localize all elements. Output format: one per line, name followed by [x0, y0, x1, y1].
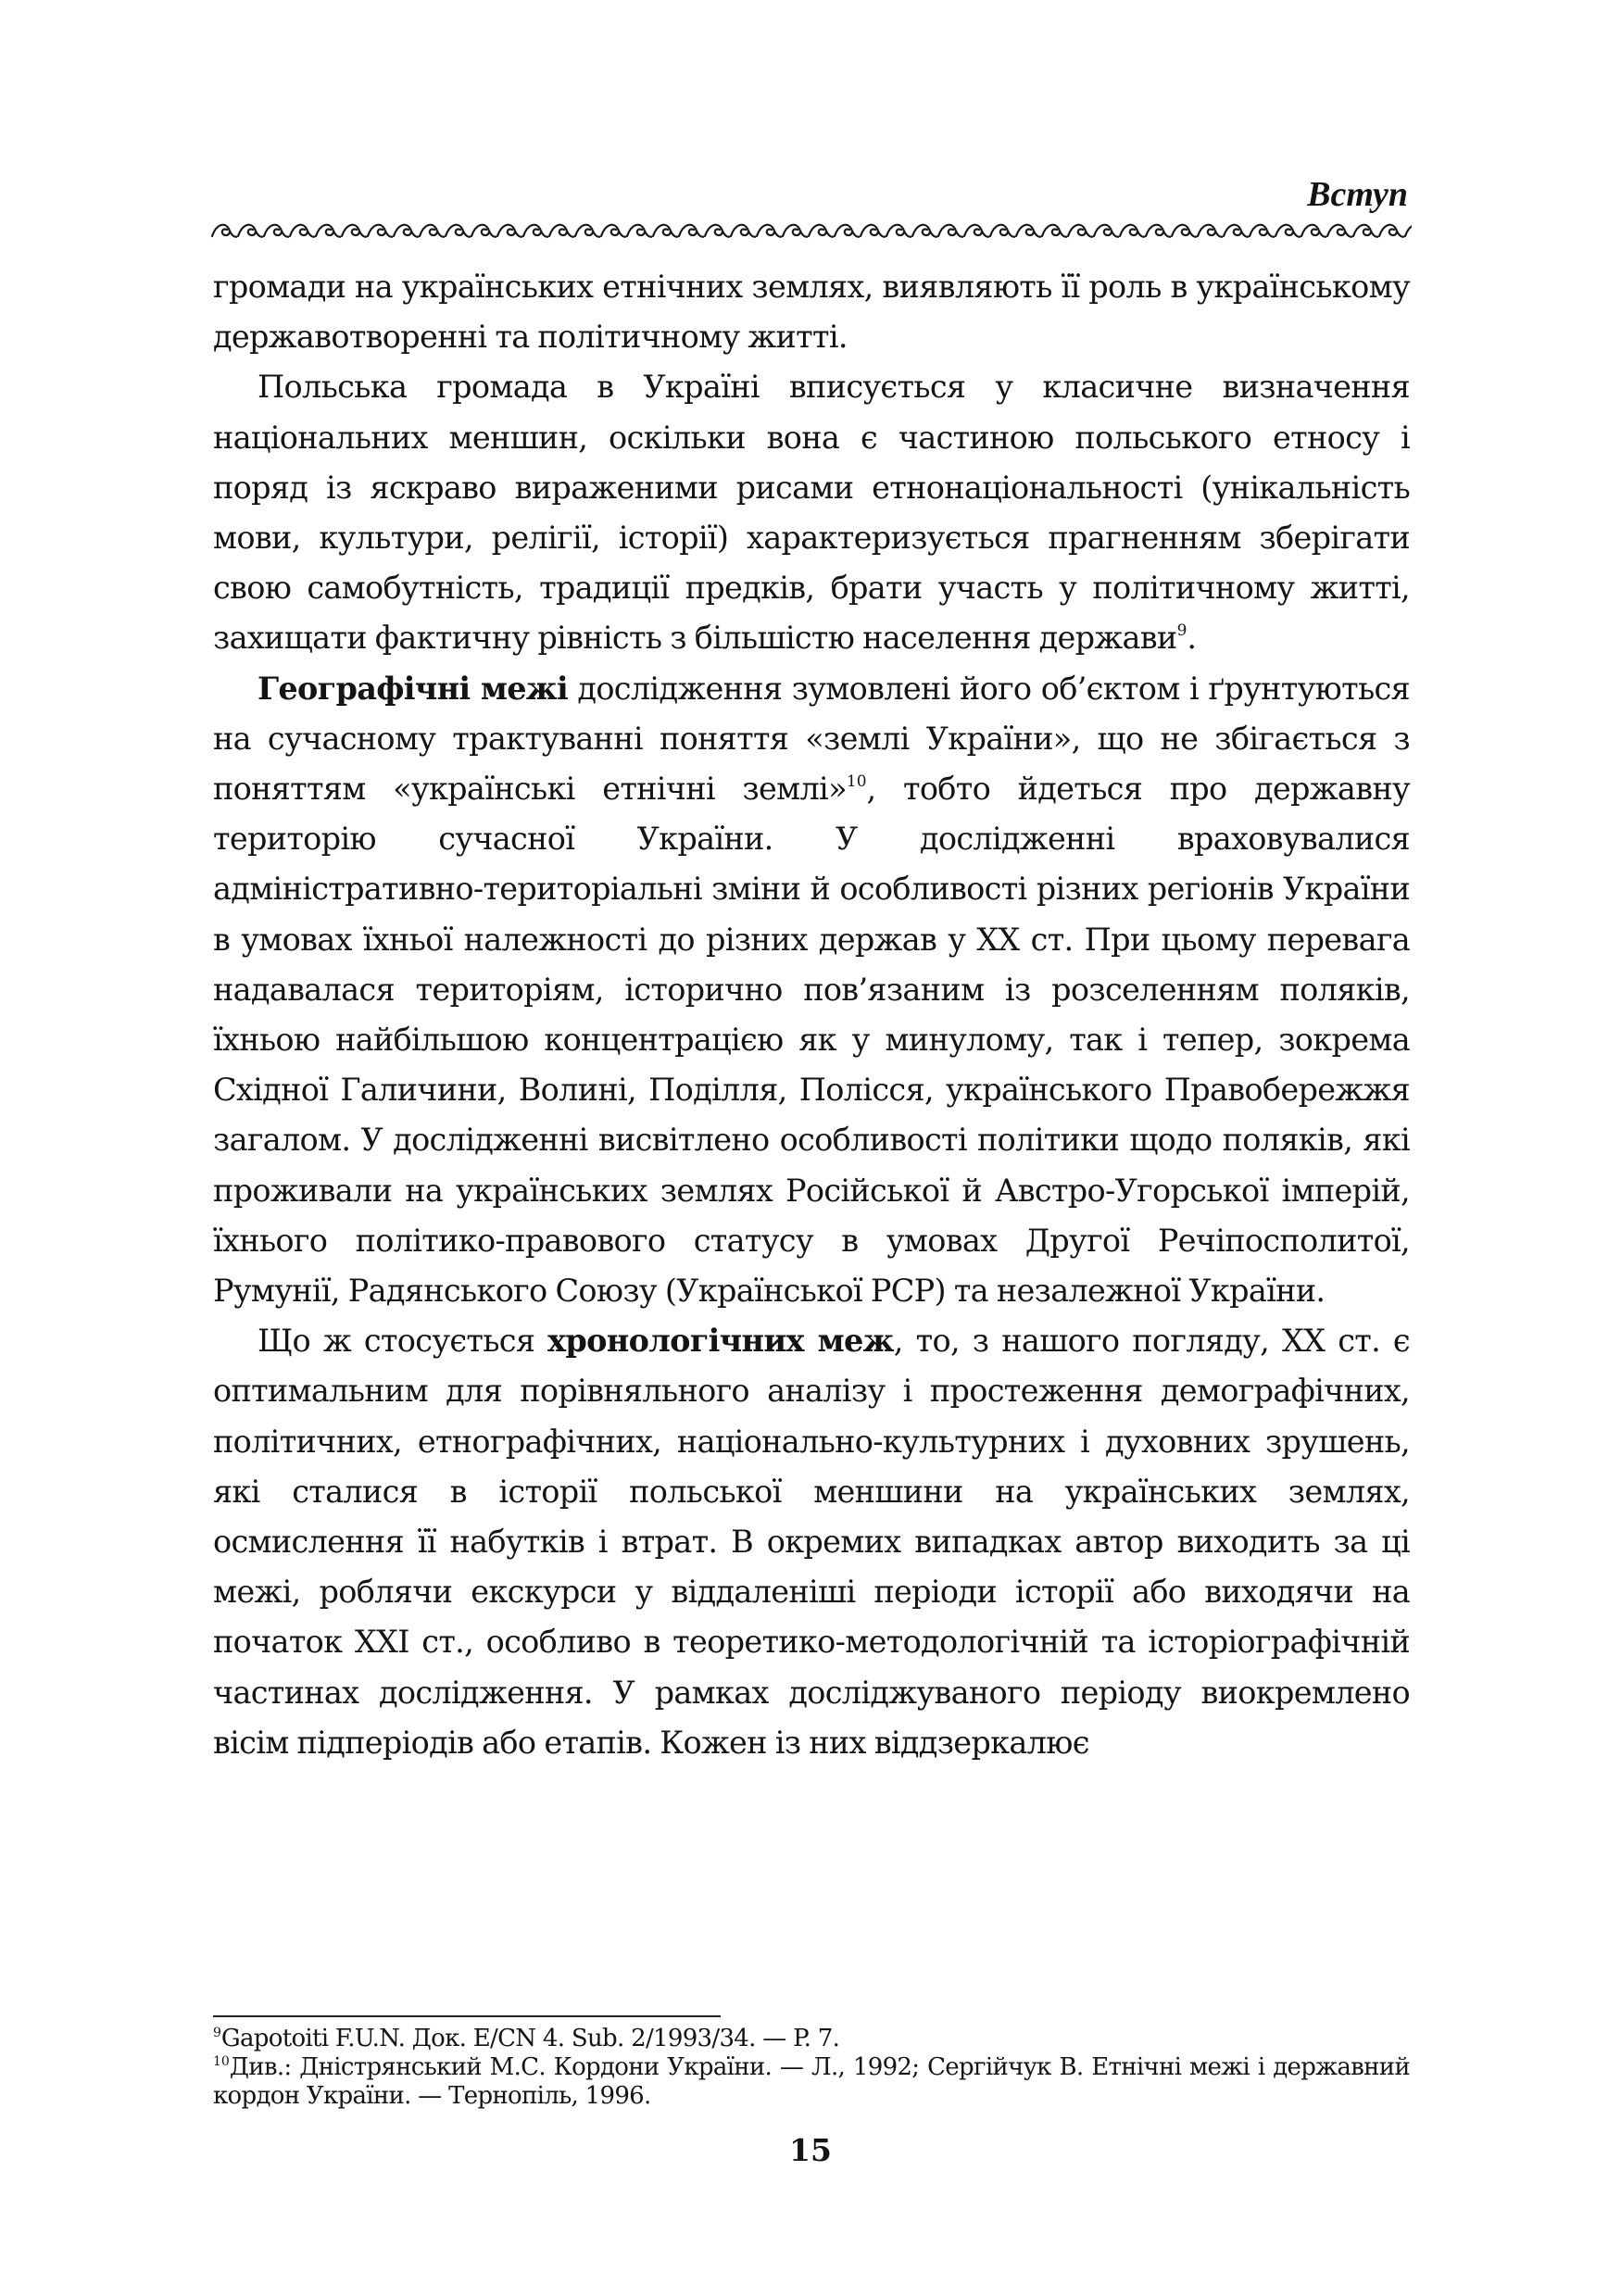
- footnote-ref-9[interactable]: 9: [1176, 621, 1187, 641]
- wave-scroll-border-icon: [211, 219, 1412, 243]
- paragraph-4: Що ж стосується хронологічних меж, то, з нашого погляду, XX ст. є оптимальним для порівняльного аналізу і простеження демографічних, політичних, етнографічних, національно-культурних і духовних зрушень, які сталися в історії польської меншини на українських землях, осмислення її набутків і втрат. В окремих випадках автор виходить за ці межі, роблячи екскурси у віддаленіші періоди історії або виходячи на початок XXI ст., особливо в теоретико-методологічній та історіографічній частинах дослідження. У рамках досліджуваного періоду виокремлено вісім підперіодів або етапів. Кожен із них віддзеркалює: [213, 1323, 1410, 1761]
- paragraph-1: громади на українських етнічних землях, виявляють її роль в українському державотворенні та політичному житті.: [213, 269, 1410, 356]
- term-geographic-limits: Географічні межі: [258, 670, 569, 707]
- footnote-divider: [213, 2015, 721, 2017]
- main-text: [213, 262, 1410, 1768]
- term-chronological-limits: хронологічних меж: [547, 1323, 894, 1360]
- footnote-10: $^{10}$Див.: Дністрянський М.С. Кордони України. — Л., 1992; Сергійчук В. Етнічні межі і державний кордон України. — Тернопіль, 1996.: [213, 2053, 1410, 2110]
- footnotes: [213, 2025, 1410, 2111]
- paragraph-3: Географічні межі дослідження зумовлені його об’єктом і ґрунтуються на сучасному трактуванні поняття «землі України», що не збігається з поняттям «українські етнічні землі»$^{10}$, тобто йдеться про державну територію сучасної України. У дослідженні враховувалися адміністративно-територіальні зміни й особливості різних регіонів України в умовах їхньої належності до різних держав у XX ст. При цьому перевага надавалася територіям, історично пов’язаним із розселенням поляків, їхньою найбільшою концентрацією як у минулому, так і тепер, зокрема Східної Галичини, Волині, Поділля, Полісся, українського Правобережжя загалом. У дослідженні висвітлено особливості політики щодо поляків, які проживали на українських землях Російської й Австро-Угорської імперій, їхнього політико-правового статусу в умовах Другої Речіпосполитої, Румунії, Радянського Союзу (Української РСР) та незалежної України.: [213, 670, 1410, 1310]
- footnote-9: $^9$Gapotoiti F.U.N. Док. E/CN 4. Sub. 2/1993/34. — P. 7.: [213, 2025, 840, 2052]
- running-title: Вступ: [1307, 175, 1408, 214]
- footnote-ref-10[interactable]: 10: [846, 772, 867, 792]
- paragraph-2: Польська громада в Україні вписується у класичне визначення національних меншин, оскільки вона є частиною польського етносу і поряд із яскраво вираженими рисами етнонаціональності (унікальність мови, культури, релігії, історії) характеризується прагненням зберігати свою самобутність, традиції предків, брати участь у політичному житті, захищати фактичну рівність з більшістю населення держави$^9$.: [213, 369, 1410, 657]
- page-number: 15: [789, 2132, 832, 2168]
